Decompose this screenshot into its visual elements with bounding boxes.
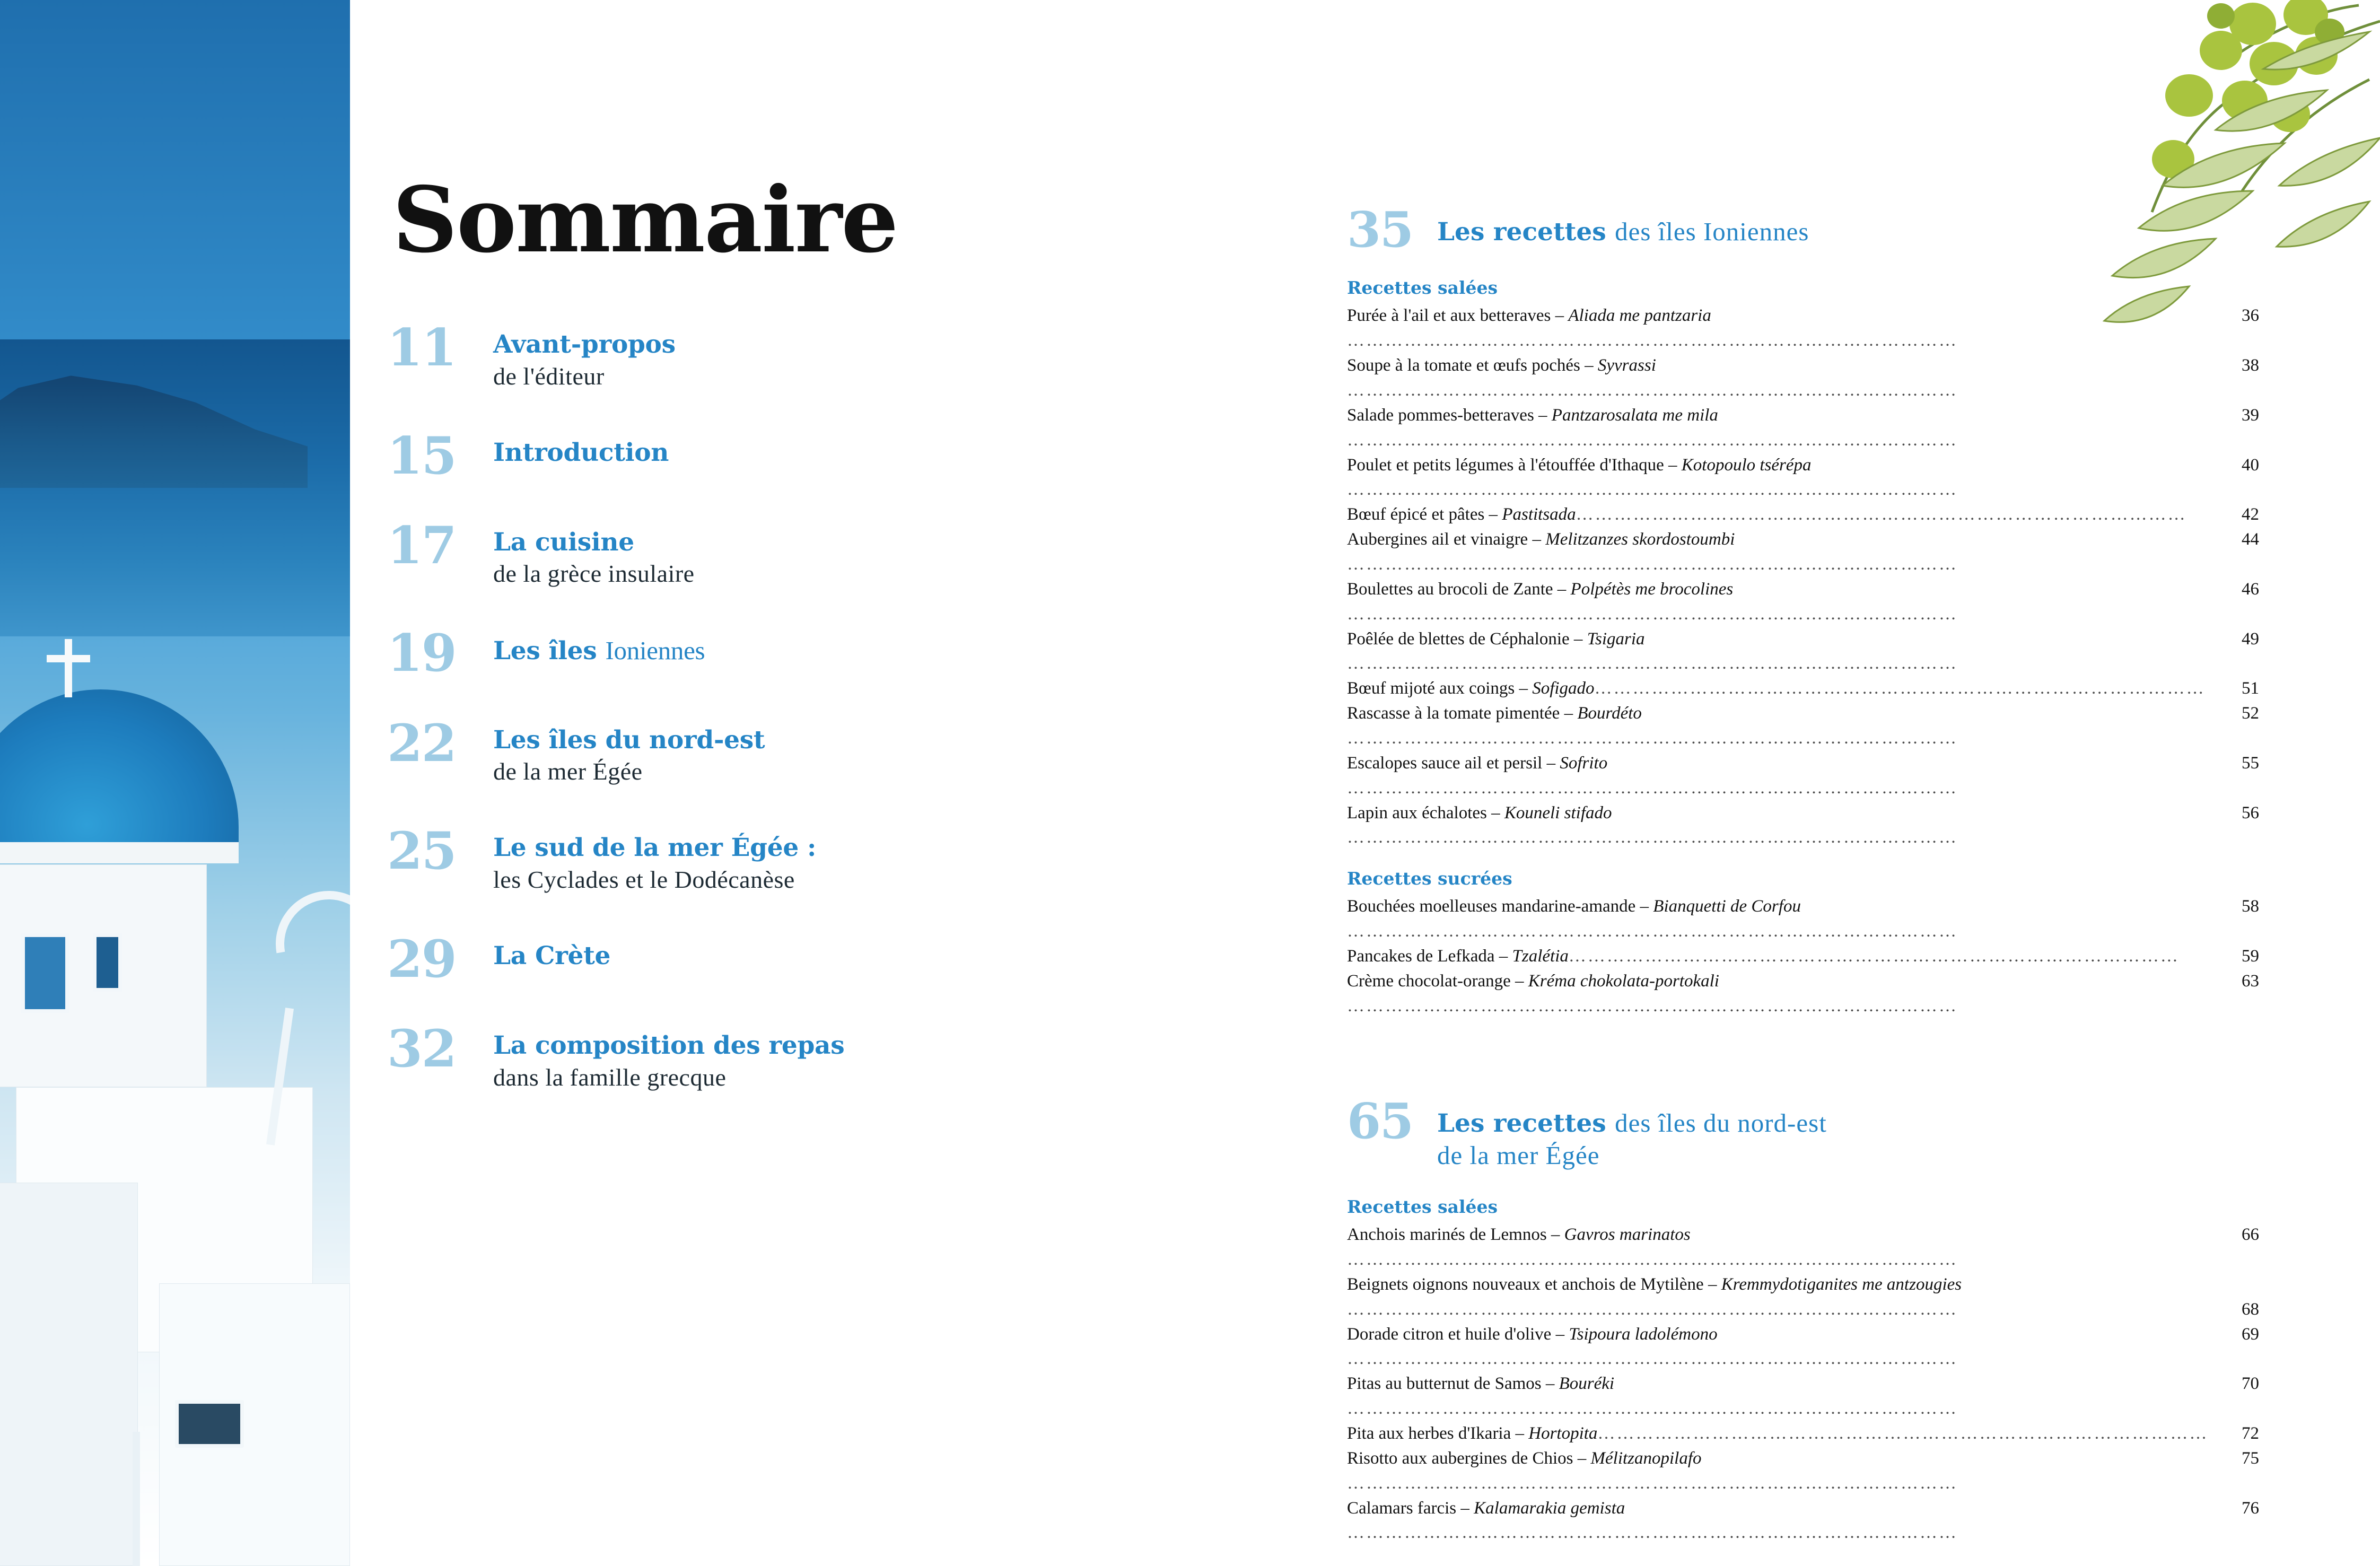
recipe-name: Pita aux herbes d'Ikaria –	[1347, 1423, 1529, 1443]
toc-item-title: Avant-propos	[493, 330, 676, 359]
toc-item-25[interactable]	[387, 821, 1236, 894]
recipe-page: 69	[2242, 1324, 2259, 1344]
toc-item-17[interactable]	[387, 515, 1236, 588]
toc-page-number: 22	[387, 713, 456, 773]
toc-item-title-script: Ioniennes	[605, 636, 705, 666]
dome-base	[0, 842, 239, 863]
recipe-page: 56	[2242, 803, 2259, 823]
recipe-name-greek: Gavros marinatos	[1564, 1225, 1691, 1245]
recipe-name: Poulet et petits légumes à l'étouffée d'Ithaque –	[1347, 455, 1682, 475]
toc-item-subtitle: de l'éditeur	[493, 362, 605, 390]
section-title	[1437, 207, 1809, 248]
toc-item-title: Introduction	[493, 438, 669, 467]
cross-icon	[65, 639, 72, 697]
recipe-name: Bœuf mijoté aux coings –	[1347, 679, 1533, 698]
recipe-name: Pitas au butternut de Samos –	[1347, 1374, 1559, 1394]
recipe-entry[interactable]: Lapin aux échalotes – Kouneli stifado…………………………………………………………………………………… 56	[1347, 801, 2259, 851]
railing-post	[133, 1432, 140, 1566]
recipe-entry[interactable]: Escalopes sauce ail et persil – Sofrito…………………………………………………………………………………… 55	[1347, 751, 2259, 801]
toc-item-title: La cuisine	[493, 527, 634, 557]
recipe-page: 46	[2242, 579, 2259, 599]
recipe-name-greek: Sofrito	[1560, 753, 1608, 773]
toc-item-subtitle: les Cyclades et le Dodécanèse	[493, 865, 795, 893]
toc-item-subtitle: dans la famille grecque	[493, 1063, 727, 1091]
recipe-name-greek: Kréma chokolata-portokali	[1528, 971, 1719, 991]
recipe-name-greek: Tzalétia	[1512, 947, 1569, 966]
recipe-name-greek: Kouneli stifado	[1504, 803, 1612, 823]
recipe-name-greek: Hortopita	[1528, 1423, 1598, 1443]
recipe-page: 70	[2242, 1374, 2259, 1394]
section-spacer	[1347, 1019, 2259, 1098]
section-page-number: 65	[1347, 1092, 1413, 1150]
recipe-entry[interactable]: Risotto aux aubergines de Chios – Mélitzanopilafo…………………………………………………………………………………… 75	[1347, 1446, 2259, 1496]
recipe-name: Risotto aux aubergines de Chios –	[1347, 1448, 1591, 1468]
recipe-name: Lapin aux échalotes –	[1347, 803, 1504, 823]
recipe-entry[interactable]: Bœuf mijoté aux coings – Sofigado…………………………………………………………………………………… 51	[1347, 676, 2259, 701]
recipe-name: Salade pommes-betteraves –	[1347, 405, 1552, 425]
recipe-name: Bœuf épicé et pâtes –	[1347, 505, 1502, 524]
toc-page-number: 25	[387, 821, 456, 881]
recipe-name-greek: Bianquetti de Corfou	[1653, 897, 1801, 916]
recipe-entry[interactable]: Crème chocolat-orange – Kréma chokolata-portokali…………………………………………………………………………………… 63	[1347, 969, 2259, 1019]
recipe-entry[interactable]: Poêlée de blettes de Céphalonie – Tsigaria…………………………………………………………………………………… 49	[1347, 627, 2259, 677]
blue-window-2	[93, 933, 122, 992]
section-title-light-2: de la mer Égée	[1437, 1141, 1600, 1170]
toc-item-title-bold: Les îles	[493, 636, 597, 666]
recipe-entry[interactable]: Pancakes de Lefkada – Tzalétia…………………………………………………………………………………… 59	[1347, 944, 2259, 969]
toc-item-15[interactable]	[387, 425, 1236, 486]
recipe-entry[interactable]: Bouchées moelleuses mandarine-amande – Bianquetti de Corfou…………………………………………………………………………………… 58	[1347, 894, 2259, 944]
toc-item-title: La Crète	[493, 941, 611, 970]
toc-right-column	[1347, 201, 2259, 1545]
recipe-page: 51	[2242, 679, 2259, 698]
recipe-page: 40	[2242, 455, 2259, 475]
section-title-bold: Les recettes	[1437, 217, 1606, 247]
recipe-name-greek: Aliada me pantzaria	[1568, 306, 1711, 326]
recipe-entry[interactable]: Aubergines ail et vinaigre – Melitzanzes skordostoumbi…………………………………………………………………………………… 44	[1347, 527, 2259, 577]
recipe-page: 36	[2242, 306, 2259, 326]
recipe-entry[interactable]: Salade pommes-betteraves – Pantzarosalata me mila…………………………………………………………………………………… 39	[1347, 403, 2259, 453]
recipe-name: Bouchées moelleuses mandarine-amande –	[1347, 897, 1653, 916]
recipe-name-greek: Polpétès me brocolines	[1570, 579, 1734, 599]
recipe-name-greek: Tsipoura ladolémono	[1569, 1324, 1718, 1344]
recipe-page: 75	[2242, 1448, 2259, 1468]
dark-window	[175, 1400, 244, 1448]
blue-window-1	[21, 933, 69, 1013]
photo-edge	[350, 0, 354, 1566]
recipe-name-greek: Kotopoulo tsérépa	[1681, 455, 1812, 475]
section-title-light: des îles du nord-est	[1615, 1108, 1827, 1138]
section-title-bold: Les recettes	[1437, 1108, 1606, 1138]
recipe-name-greek: Syvrassi	[1597, 356, 1656, 375]
subheading-salees-65: Recettes salées	[1347, 1196, 1498, 1218]
arch-shape	[255, 870, 350, 1018]
toc-page-number: 19	[387, 623, 456, 684]
recipe-page: 55	[2242, 753, 2259, 773]
toc-item-22[interactable]	[387, 713, 1236, 786]
toc-list	[387, 318, 1236, 1091]
page-title: Sommaire	[392, 167, 898, 273]
recipe-name: Boulettes au brocoli de Zante –	[1347, 579, 1571, 599]
section-header-65[interactable]	[1347, 1092, 2259, 1173]
recipe-name-greek: Tsigaria	[1587, 629, 1645, 649]
recipe-name-greek: Bourdéto	[1577, 704, 1642, 723]
section-page-number: 35	[1347, 201, 1413, 258]
recipe-name-greek: Bouréki	[1559, 1374, 1615, 1394]
recipe-entry[interactable]: Pitas au butternut de Samos – Bouréki…………………………………………………………………………………… 70	[1347, 1371, 2259, 1421]
recipe-name: Beignets oignons nouveaux et anchois de Mytilène –	[1347, 1274, 1721, 1294]
recipe-entry[interactable]: Beignets oignons nouveaux et anchois de Mytilène – Kremmydotiganites me antzougies…………………………………………………………………………………… 68	[1347, 1272, 2259, 1322]
recipe-name: Pancakes de Lefkada –	[1347, 947, 1512, 966]
recipe-page: 72	[2242, 1423, 2259, 1443]
subheading-salees-35: Recettes salées	[1347, 277, 1498, 299]
recipe-name: Escalopes sauce ail et persil –	[1347, 753, 1560, 773]
recipe-page: 63	[2242, 971, 2259, 991]
recipe-name: Soupe à la tomate et œufs pochés –	[1347, 356, 1598, 375]
recipe-page: 49	[2242, 629, 2259, 649]
recipe-page: 44	[2242, 530, 2259, 549]
recipe-entry[interactable]: Poulet et petits légumes à l'étouffée d'Ithaque – Kotopoulo tsérépa…………………………………………………………………………………… 40	[1347, 453, 2259, 503]
recipe-name: Poêlée de blettes de Céphalonie –	[1347, 629, 1587, 649]
recipe-name-greek: Pastitsada	[1502, 505, 1576, 524]
recipe-entry[interactable]: Dorade citron et huile d'olive – Tsipoura ladolémono…………………………………………………………………………………… 69	[1347, 1322, 2259, 1372]
toc-item-19[interactable]	[387, 623, 1236, 684]
toc-item-32[interactable]	[387, 1019, 1236, 1091]
recipe-name-greek: Mélitzanopilafo	[1590, 1448, 1702, 1468]
section-title-light: des îles Ioniennes	[1615, 217, 1809, 246]
recipe-entry[interactable]: Purée à l'ail et aux betteraves – Aliada me pantzaria…………………………………………………………………………………… 36	[1347, 303, 2259, 353]
toc-item-29[interactable]	[387, 929, 1236, 989]
recipe-entry[interactable]: Bœuf épicé et pâtes – Pastitsada…………………………………………………………………………………… 42	[1347, 502, 2259, 527]
recipe-entry[interactable]: Rascasse à la tomate pimentée – Bourdéto…………………………………………………………………………………… 52	[1347, 701, 2259, 751]
recipe-page: 66	[2242, 1225, 2259, 1245]
toc-page-number: 11	[387, 318, 456, 378]
white-building-3	[0, 1183, 138, 1566]
toc-page-number: 29	[387, 929, 456, 989]
recipe-name: Calamars farcis –	[1347, 1498, 1474, 1518]
recipe-name: Dorade citron et huile d'olive –	[1347, 1324, 1569, 1344]
recipe-page: 58	[2242, 897, 2259, 916]
recipe-name-greek: Kremmydotiganites me antzougies	[1721, 1274, 1962, 1294]
recipe-page: 39	[2242, 405, 2259, 425]
recipe-entry[interactable]: Calamars farcis – Kalamarakia gemista…………………………………………………………………………………… 76	[1347, 1496, 2259, 1546]
toc-item-subtitle: de la mer Égée	[493, 758, 643, 785]
recipe-name-greek: Melitzanzes skordostoumbi	[1545, 530, 1735, 549]
toc-page-number: 15	[387, 425, 456, 486]
recipe-page: 68	[2242, 1299, 2259, 1319]
recipe-entry[interactable]: Anchois marinés de Lemnos – Gavros marinatos…………………………………………………………………………………… 66	[1347, 1222, 2259, 1272]
subheading-sucrees-35: Recettes sucrées	[1347, 868, 1512, 889]
toc-page-number: 32	[387, 1019, 456, 1079]
blue-dome	[0, 689, 239, 848]
recipe-entry[interactable]: Pita aux herbes d'Ikaria – Hortopita…………………………………………………………………………………… 72	[1347, 1421, 2259, 1446]
toc-item-subtitle: de la grèce insulaire	[493, 560, 695, 588]
recipe-name-greek: Sofigado	[1532, 679, 1595, 698]
recipe-name: Anchois marinés de Lemnos –	[1347, 1225, 1564, 1245]
toc-left-column	[387, 167, 1236, 1133]
recipe-name: Purée à l'ail et aux betteraves –	[1347, 306, 1569, 326]
section-header-35[interactable]	[1347, 201, 2259, 258]
recipe-entry[interactable]: Soupe à la tomate et œufs pochés – Syvrassi…………………………………………………………………………………… 38	[1347, 353, 2259, 403]
toc-item-title: Le sud de la mer Égée :	[493, 833, 817, 863]
toc-item-title: La composition des repas	[493, 1031, 845, 1061]
santorini-photo	[0, 0, 350, 1566]
toc-item-11[interactable]	[387, 318, 1236, 390]
recipe-page: 42	[2242, 505, 2259, 524]
recipe-page: 52	[2242, 704, 2259, 723]
toc-item-title: Les îles du nord-est	[493, 725, 765, 755]
recipe-name-greek: Pantzarosalata me mila	[1551, 405, 1718, 425]
recipe-name-greek: Kalamarakia gemista	[1474, 1498, 1625, 1518]
recipe-name: Rascasse à la tomate pimentée –	[1347, 704, 1578, 723]
recipe-page: 76	[2242, 1498, 2259, 1518]
recipe-name: Crème chocolat-orange –	[1347, 971, 1528, 991]
section-title	[1437, 1098, 1827, 1173]
recipe-page: 59	[2242, 947, 2259, 966]
recipe-entry[interactable]: Boulettes au brocoli de Zante – Polpétès me brocolines…………………………………………………………………………………… 46	[1347, 577, 2259, 627]
toc-item-title	[493, 636, 705, 666]
toc-page-number: 17	[387, 515, 456, 575]
recipe-name: Aubergines ail et vinaigre –	[1347, 530, 1546, 549]
recipe-page: 38	[2242, 356, 2259, 375]
